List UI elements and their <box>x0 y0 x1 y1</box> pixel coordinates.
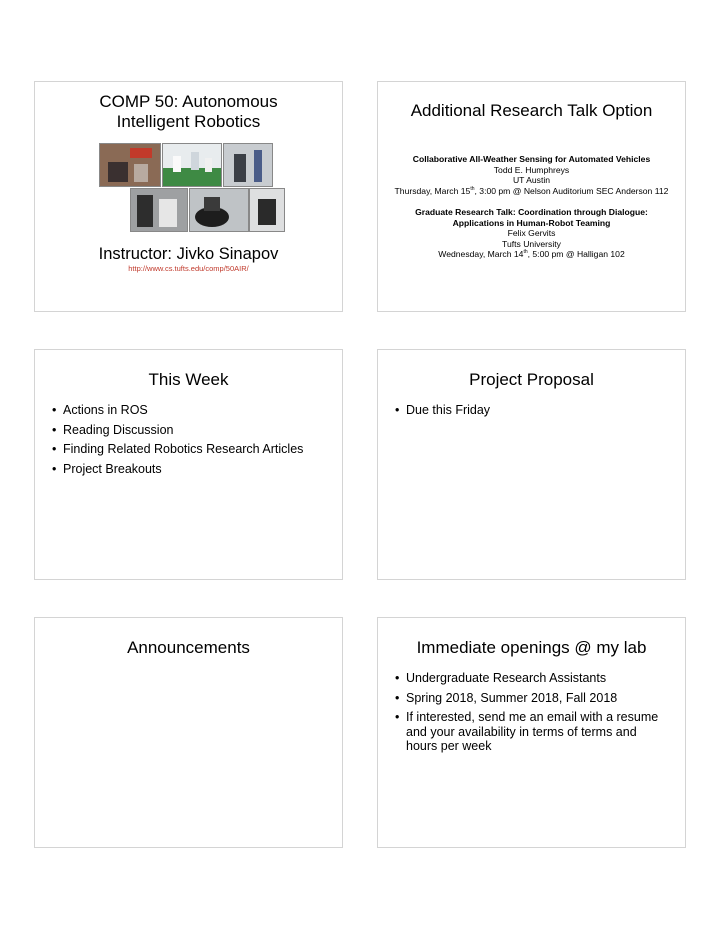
bullet-item: • Undergraduate Research Assistants <box>395 671 671 686</box>
slide-title <box>35 92 342 132</box>
bullet-item: • Due this Friday <box>395 403 671 418</box>
slide-title: Additional Research Talk Option <box>410 101 653 120</box>
bullet-list <box>395 671 671 759</box>
talk-1 <box>378 154 685 196</box>
slide-title: Immediate openings @ my lab <box>416 638 647 657</box>
instructor-name: Instructor: Jivko Sinapov <box>98 245 279 263</box>
talk-2-title-line-2: Applications in Human-Robot Teaming <box>452 217 611 228</box>
course-url-link[interactable]: http://www.cs.tufts.edu/comp/50AIR/ <box>128 264 249 273</box>
humanoid-robot-photo <box>130 188 188 232</box>
talk-2-date: Wednesday, March 14th, 5:00 pm @ Halligan 102 <box>438 249 625 259</box>
turtlebot-photo <box>189 188 249 232</box>
bullet-list <box>395 403 671 423</box>
slide-title: Announcements <box>127 638 250 657</box>
slide-immediate-openings <box>377 617 686 848</box>
talk-1-affiliation: UT Austin <box>512 175 551 185</box>
robot-photo-collage <box>35 143 342 233</box>
slide-project-proposal <box>377 349 686 580</box>
talk-1-date: Thursday, March 15th, 3:00 pm @ Nelson Auditorium SEC Anderson 112 <box>394 185 669 196</box>
bullet-item: • Finding Related Robotics Research Articles <box>52 442 328 457</box>
bullet-item: • Actions in ROS <box>52 403 328 418</box>
talk-2-affiliation: Tufts University <box>502 238 561 249</box>
bullet-list <box>52 403 328 481</box>
title-line-1: COMP 50: Autonomous <box>99 92 278 111</box>
slide-title: Project Proposal <box>469 370 594 389</box>
bullet-item: • Reading Discussion <box>52 423 328 438</box>
robot-soccer-photo <box>162 143 222 187</box>
talk-2 <box>378 207 685 260</box>
mobile-robot-photo <box>223 143 273 187</box>
talk-2-speaker: Felix Gervits <box>507 228 556 238</box>
bullet-item: • If interested, send me an email with a resume and your availability in terms of terms and hours per week <box>395 710 671 754</box>
robot-base-photo <box>249 188 285 232</box>
talk-1-speaker: Todd E. Humphreys <box>493 164 570 175</box>
slide-course-title <box>34 81 343 312</box>
robot-arm-photo <box>99 143 161 187</box>
talk-1-title: Collaborative All-Weather Sensing for Automated Vehicles <box>412 154 651 164</box>
talk-2-title-line-1: Graduate Research Talk: Coordination through Dialogue: <box>415 207 648 217</box>
slide-research-talk <box>377 81 686 312</box>
title-line-2: Intelligent Robotics <box>116 112 261 131</box>
bullet-item: • Project Breakouts <box>52 462 328 477</box>
bullet-item: • Spring 2018, Summer 2018, Fall 2018 <box>395 691 671 706</box>
slide-announcements <box>34 617 343 848</box>
slide-title: This Week <box>148 370 229 389</box>
slide-this-week <box>34 349 343 580</box>
